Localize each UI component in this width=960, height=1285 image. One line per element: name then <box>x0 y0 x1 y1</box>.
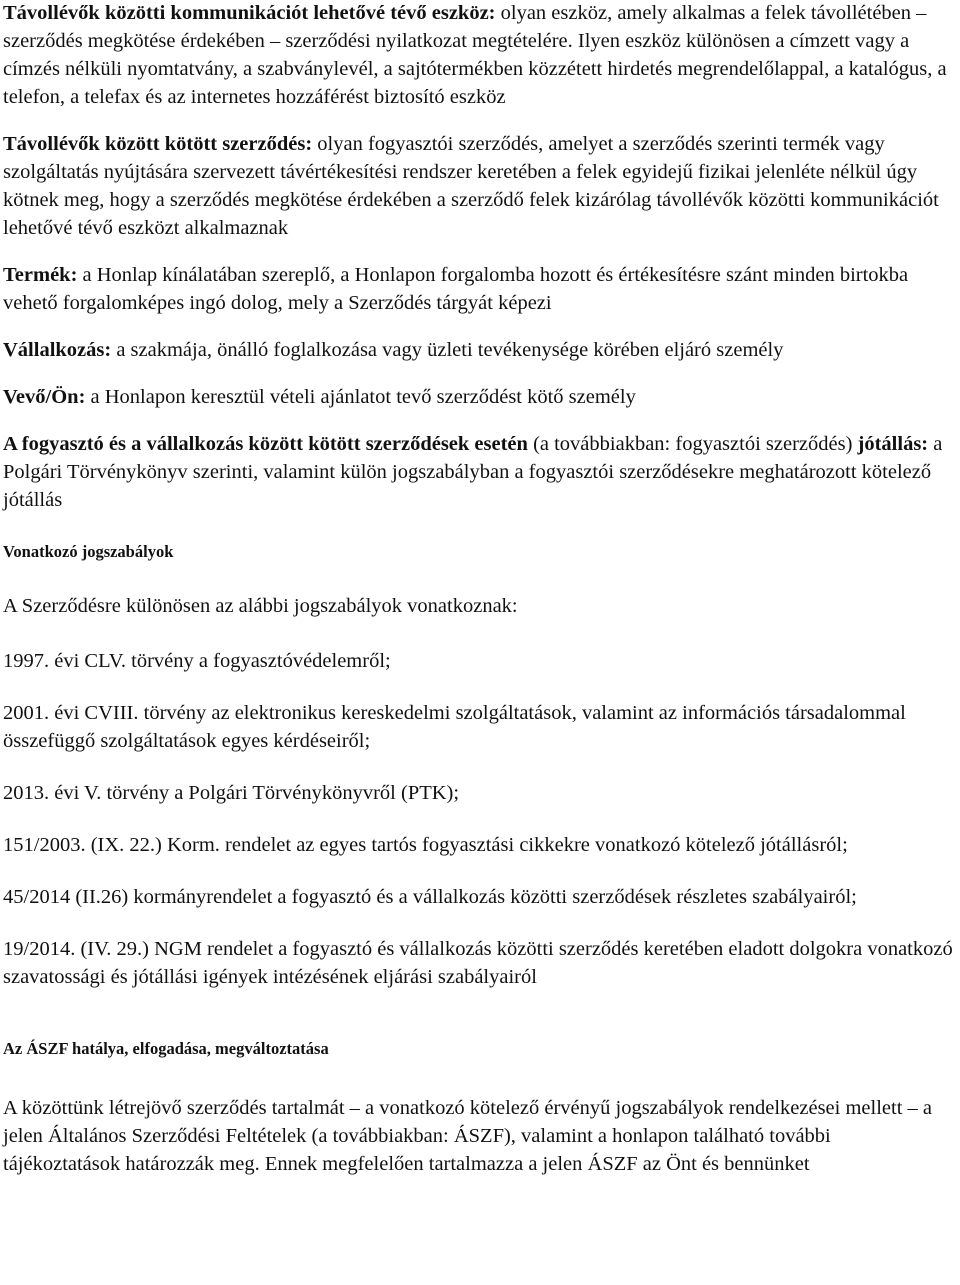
warranty-text-context: (a továbbiakban: fogyasztói szerződés) <box>527 433 858 455</box>
definition-text: a Honlapon keresztül vételi ajánlatot tevő szerződést kötő személy <box>85 386 636 408</box>
definition-text: a Honlap kínálatában szereplő, a Honlapon forgalomba hozott és értékesítésre szánt minden birtokba vehető forgalomképes ingó dolog, mely a Szerződés tárgyát képezi <box>3 264 909 314</box>
law-item: 19/2014. (IV. 29.) NGM rendelet a fogyasztó és vállalkozás közötti szerződés keretében eladott dolgokra vonatkozó szavatossági és jótállási igények intézésének eljárási szabályairól <box>3 938 953 988</box>
definition-remote-communication-tool <box>3 0 953 111</box>
law-item: 1997. évi CLV. törvény a fogyasztóvédelemről; <box>3 650 391 672</box>
definition-text: olyan eszköz, amely alkalmas a felek távollétében – szerződés megkötése érdekében – szerződési nyilatkozat megtételére. Ilyen eszköz különösen a címzett vagy a címzés nélküli nyomtatvány, a szabványlevél, a sajtótermékben közzétett hirdetés megrendelőlappal, a katalógus, a telefon, a telefax és az internetes hozzáférést biztosító eszköz <box>3 2 947 108</box>
definition-business <box>3 336 953 364</box>
document-page <box>3 0 953 1178</box>
definition-term: Távollévők között kötött szerződés: <box>3 133 313 155</box>
warranty-term: jótállás: <box>857 433 929 455</box>
warranty-term-context: A fogyasztó és a vállalkozás között kötött szerződések esetén <box>3 433 528 455</box>
definition-term: Távollévők közötti kommunikációt lehetővé tévő eszköz: <box>3 2 496 24</box>
laws-list <box>3 647 953 991</box>
definition-remote-contract <box>3 130 953 242</box>
aszf-section-text: A közöttünk létrejövő szerződés tartalmát – a vonatkozó kötelező érvényű jogszabályok rendelkezései mellett – a jelen Általános Szerződési Feltételek (a továbbiakban: ÁSZF), valamint a honlapon található további tájékoztatások határozzák meg. Ennek megfelelően tartalmazza a jelen ÁSZF az Önt és bennünket <box>3 1097 932 1175</box>
definition-term: Termék: <box>3 264 78 286</box>
definition-warranty <box>3 430 953 514</box>
aszf-section-title: Az ÁSZF hatálya, elfogadása, megváltoztatása <box>3 1039 329 1058</box>
definition-product <box>3 261 953 317</box>
definition-term: Vevő/Ön: <box>3 386 86 408</box>
laws-intro: A Szerződésre különösen az alábbi jogszabályok vonatkoznak: <box>3 595 518 617</box>
definition-buyer <box>3 383 953 411</box>
law-item: 2001. évi CVIII. törvény az elektronikus kereskedelmi szolgáltatások, valamint az információs társadalommal összefüggő szolgáltatások egyes kérdéseiről; <box>3 702 906 752</box>
definition-term: Vállalkozás: <box>3 339 112 361</box>
definition-text: a szakmája, önálló foglalkozása vagy üzleti tevékenysége körében eljáró személy <box>111 339 784 361</box>
law-item: 2013. évi V. törvény a Polgári Törvénykönyvről (PTK); <box>3 782 460 804</box>
warranty-text: a Polgári Törvénykönyv szerinti, valamint külön jogszabályban a fogyasztói szerződésekre meghatározott kötelező jótállás <box>3 433 943 511</box>
law-item: 45/2014 (II.26) kormányrendelet a fogyasztó és a vállalkozás közötti szerződések részletes szabályairól; <box>3 886 857 908</box>
law-item: 151/2003. (IX. 22.) Korm. rendelet az egyes tartós fogyasztási cikkekre vonatkozó kötelező jótállásról; <box>3 834 848 856</box>
definition-text: olyan fogyasztói szerződés, amelyet a szerződés szerinti termék vagy szolgáltatás nyújtására szervezett távértékesítési rendszer keretében a felek egyidejű fizikai jelenléte nélkül úgy kötnek meg, hogy a szerződés megkötése érdekében a szerződő felek kizárólag távollévők közötti kommunikációt lehetővé tévő eszközt alkalmaznak <box>3 133 939 239</box>
laws-section-title: Vonatkozó jogszabályok <box>3 542 174 561</box>
